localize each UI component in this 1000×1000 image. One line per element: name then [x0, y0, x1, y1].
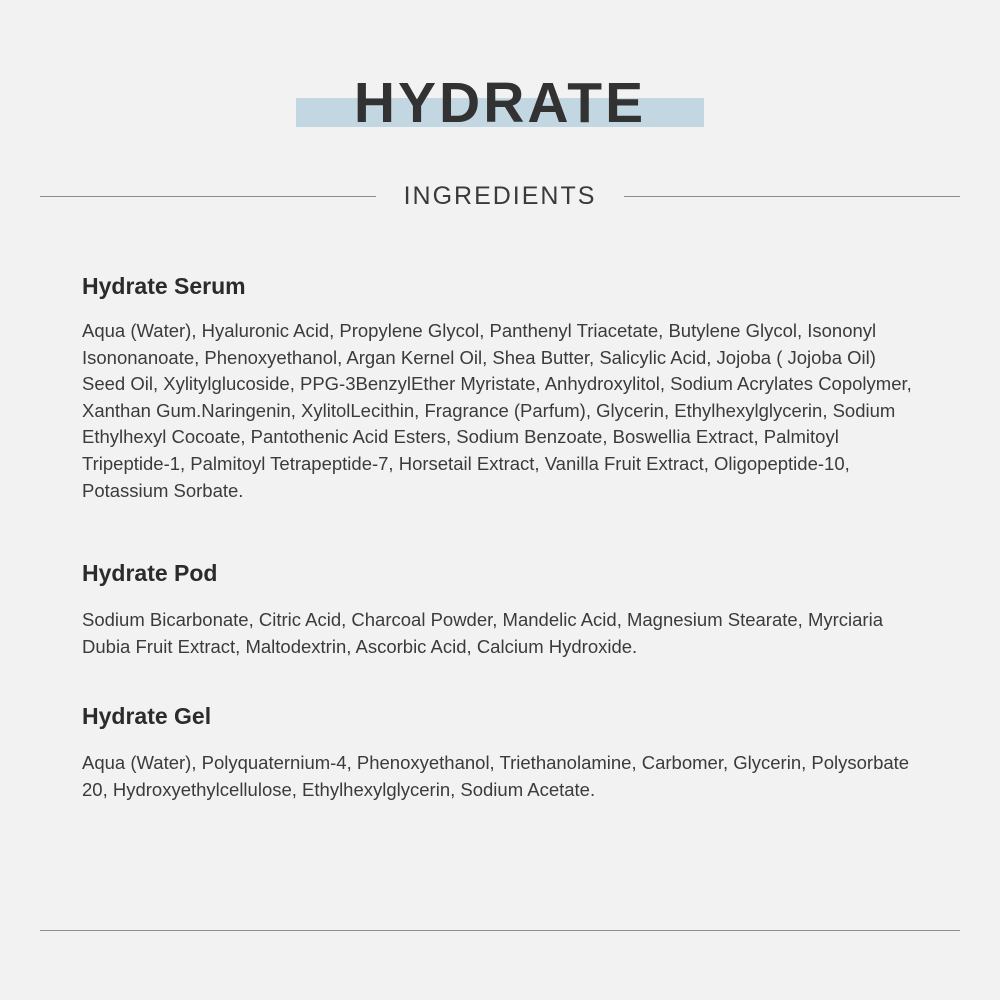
ingredient-block-heading: Hydrate Pod	[82, 560, 218, 587]
page-title-area	[0, 68, 1000, 148]
ingredient-block-text: Aqua (Water), Polyquaternium-4, Phenoxyethanol, Triethanolamine, Carbomer, Glycerin, Polysorbate 20, Hydroxyethylcellulose, Ethylhexylglycerin, Sodium Acetate.	[82, 752, 910, 800]
divider-left	[40, 196, 376, 197]
ingredient-block-gel	[82, 702, 942, 803]
page-title: HYDRATE	[353, 71, 647, 135]
section-header	[40, 178, 960, 214]
ingredient-block-text: Sodium Bicarbonate, Citric Acid, Charcoal Powder, Mandelic Acid, Magnesium Stearate, Myrciaria Dubia Fruit Extract, Maltodextrin, Ascorbic Acid, Calcium Hydroxide.	[82, 609, 883, 657]
ingredient-block-heading: Hydrate Serum	[82, 273, 246, 299]
ingredient-block-serum	[82, 272, 942, 504]
footer-divider	[40, 930, 960, 931]
ingredient-block-pod	[82, 559, 942, 660]
divider-right	[624, 196, 960, 197]
ingredients-content	[82, 272, 942, 838]
ingredient-block-text: Aqua (Water), Hyaluronic Acid, Propylene Glycol, Panthenyl Triacetate, Butylene Glycol, Isononyl Isononanoate, Phenoxyethanol, Argan Kernel Oil, Shea Butter, Salicylic Acid, Jojoba ( Jojoba Oil) Seed Oil, Xylitylglucoside, PPG-3BenzylEther Myristate, Anhydroxylitol, Sodium Acrylates Copolymer, Xanthan Gum.Naringenin, XylitolLecithin, Fragrance (Parfum), Glycerin, Ethylhexylglycerin, Sodium Ethylhexyl Cocoate, Pantothenic Acid Esters, Sodium Benzoate, Boswellia Extract, Palmitoyl Tripeptide-1, Palmitoyl Tetrapeptide-7, Horsetail Extract, Vanilla Fruit Extract, Oligopeptide-10, Potassium Sorbate.	[82, 320, 912, 501]
section-title: INGREDIENTS	[403, 182, 597, 210]
ingredient-block-heading: Hydrate Gel	[82, 703, 212, 730]
